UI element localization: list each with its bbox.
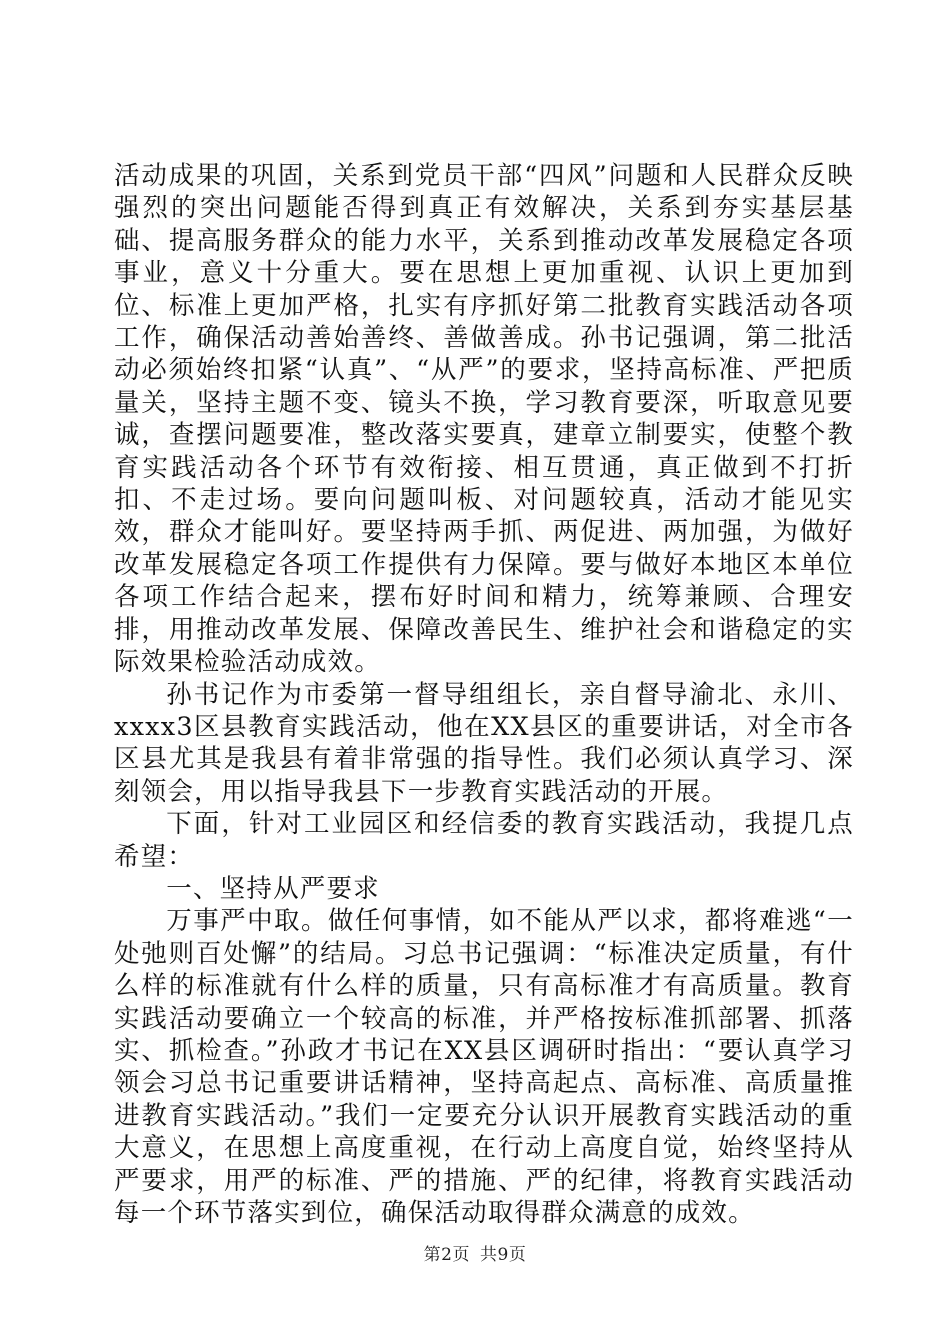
paragraph-sun-secretary: 孙书记作为市委第一督导组组长，亲自督导渝北、永川、xxxx3区县教育实践活动，他在XX县区的重要讲话，对全市各区县尤其是我县有着非常强的指导性。我们必须认真学习、深刻领会，用以指导我县下一步教育实践活动的开展。: [114, 679, 854, 807]
paragraph-strict-requirements: 万事严中取。做任何事情，如不能从严以求，都将难逃“一处弛则百处懈”的结局。习总书记强调：“标准决定质量，有什么样的标准就有什么样的质量，只有高标准才有高质量。教育实践活动要确立一个较高的标准，并严格按标准抓部署、抓落实、抓检查。”孙政才书记在XX县区调研时指出：“要认真学习领会习总书记重要讲话精神，坚持高起点、高标准、高质量推进教育实践活动。”我们一定要充分认识开展教育实践活动的重大意义，在思想上高度重视，在行动上高度自觉，始终坚持从严要求，用严的标准、严的措施、严的纪律，将教育实践活动每一个环节落实到位，确保活动取得群众满意的成效。: [114, 906, 854, 1228]
page-total: 共9页: [480, 1245, 527, 1265]
page-footer: [0, 1240, 950, 1265]
paragraph-hopes-intro: 下面，针对工业园区和经信委的教育实践活动，我提几点希望：: [114, 809, 854, 872]
document-body: [114, 160, 854, 1229]
section-heading-strict-requirements: 一、坚持从严要求: [166, 873, 380, 904]
page-number: 第2页: [423, 1245, 470, 1265]
paragraph-continuation: 活动成果的巩固，关系到党员干部“四风”问题和人民群众反映强烈的突出问题能否得到真正有效解决，关系到夯实基层基础、提高服务群众的能力水平，关系到推动改革发展稳定各项事业，意义十分重大。要在思想上更加重视、认识上更加到位、标准上更加严格，扎实有序抓好第二批教育实践活动各项工作，确保活动善始善终、善做善成。孙书记强调，第二批活动必须始终扣紧“认真”、“从严”的要求，坚持高标准、严把质量关，坚持主题不变、镜头不换，学习教育要深，听取意见要诚，查摆问题要准，整改落实要真，建章立制要实，使整个教育实践活动各个环节有效衔接、相互贯通，真正做到不打折扣、不走过场。要向问题叫板、对问题较真，活动才能见实效，群众才能叫好。要坚持两手抓、两促进、两加强，为做好改革发展稳定各项工作提供有力保障。要与做好本地区本单位各项工作结合起来，摆布好时间和精力，统筹兼顾、合理安排，用推动改革发展、保障改善民生、维护社会和谐稳定的实际效果检验活动成效。: [114, 161, 854, 678]
